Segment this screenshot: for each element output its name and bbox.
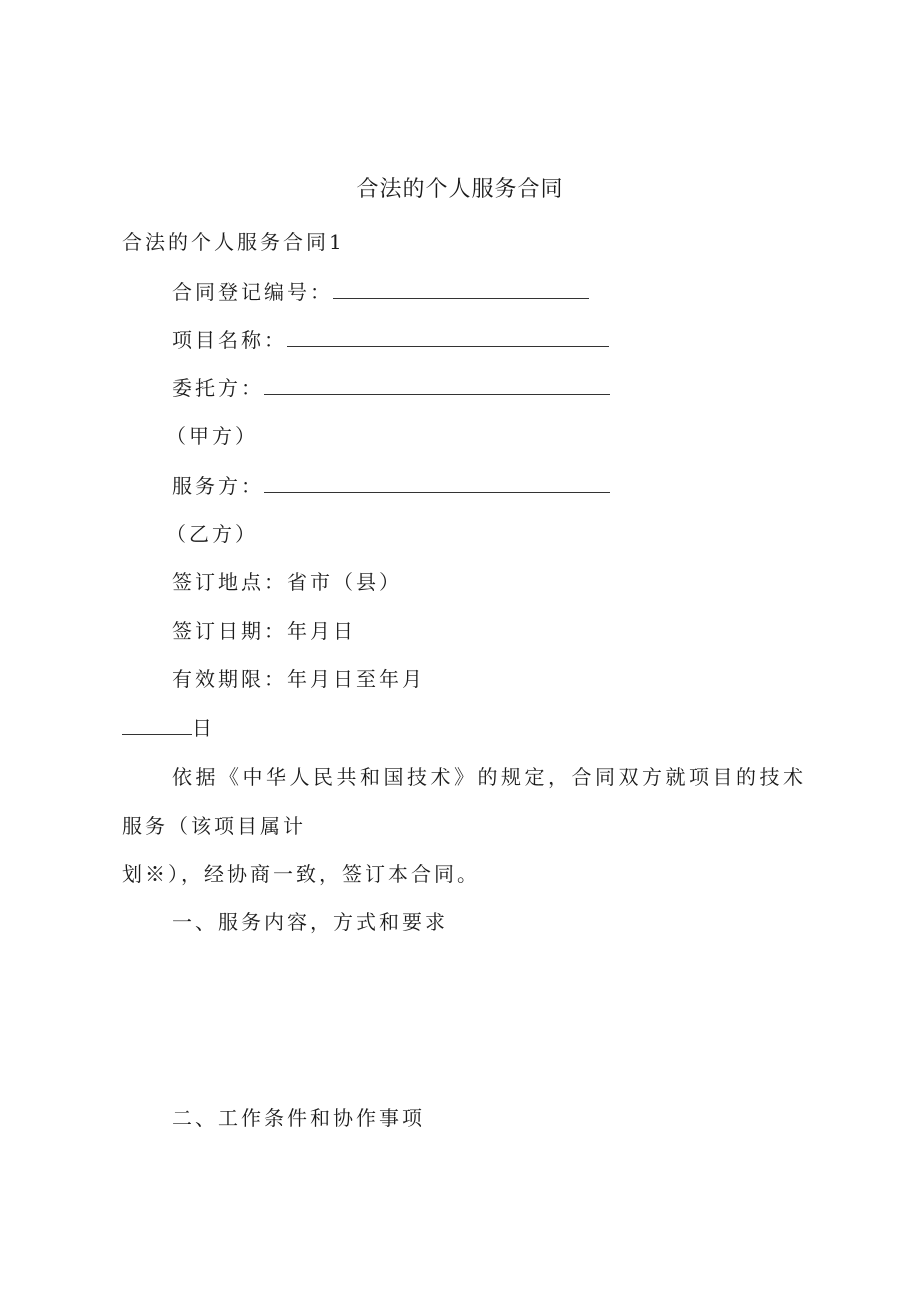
validity-period: 有效期限：年月日至年月 [172, 667, 425, 691]
project-name-row [172, 328, 609, 352]
contract-subtitle: 合法的个人服务合同1 [122, 230, 345, 254]
provider-label: 服务方： [172, 474, 264, 498]
body-line-3: 划※），经协商一致，签订本合同。 [122, 862, 480, 886]
project-name-label: 项目名称： [172, 328, 287, 352]
validity-day-row [122, 716, 215, 740]
sign-date: 签订日期：年月日 [172, 619, 356, 643]
provider-blank [264, 474, 610, 493]
sign-place: 签订地点：省市（县） [172, 570, 402, 594]
client-row [172, 376, 610, 400]
registration-no-label: 合同登记编号： [172, 280, 333, 304]
body-line-1: 依据《中华人民共和国技术》的规定，合同双方就项目的技术 [172, 765, 807, 789]
document-title: 合法的个人服务合同 [356, 177, 564, 202]
project-name-blank [287, 328, 609, 347]
provider-party: （乙方） [166, 522, 258, 546]
registration-no-row [172, 280, 589, 304]
client-blank [264, 376, 610, 395]
client-party: （甲方） [166, 424, 258, 448]
provider-row [172, 474, 610, 498]
section-heading-2: 二、工作条件和协作事项 [172, 1106, 425, 1130]
client-label: 委托方： [172, 376, 264, 400]
registration-no-blank [333, 280, 589, 299]
validity-day-blank [122, 716, 192, 735]
validity-day-label: 日 [192, 716, 215, 740]
body-line-2: 服务（该项目属计 [122, 814, 306, 838]
section-heading-1: 一、服务内容，方式和要求 [172, 910, 448, 934]
